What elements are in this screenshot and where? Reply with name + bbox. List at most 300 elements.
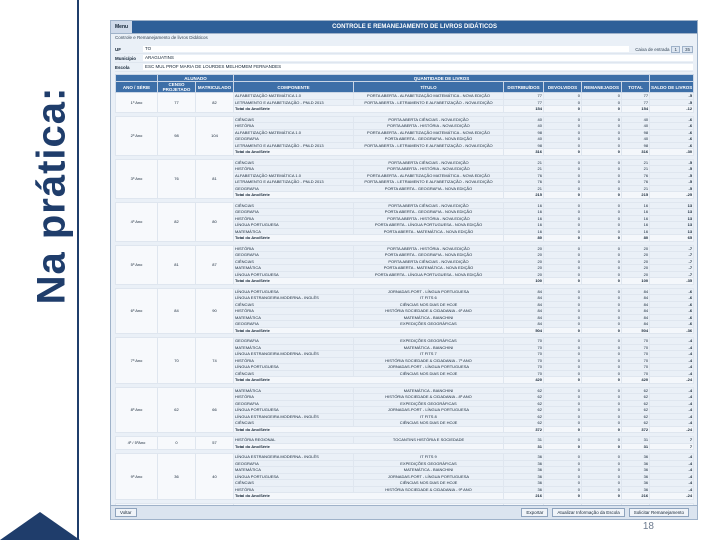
componente-cell: HISTÓRIA REGIONAL [234, 437, 354, 444]
componente-cell: GEOGRAFIA [234, 209, 354, 216]
titulo-cell: MATEMÁTICA - BIANCHINI [354, 387, 504, 394]
componente-cell: HISTÓRIA [234, 245, 354, 252]
subtotal-devolvidos: 0 [544, 106, 582, 113]
update-school-button[interactable]: Atualizar Informação da Escola [552, 508, 624, 517]
devolvidos-cell: 0 [544, 271, 582, 278]
matriculado-cell: 74 [196, 338, 234, 384]
total-cell: 36 [622, 480, 650, 487]
remanejados-cell: 0 [582, 486, 622, 493]
subtotal-saldo: -25 [650, 192, 694, 199]
titulo-cell: JORNADAS.PORT - LÍNGUA PORTUGUESA [354, 288, 504, 295]
saldo-cell: -6 [650, 308, 694, 315]
saldo-cell: -4 [650, 460, 694, 467]
distribuidos-cell: 70 [504, 370, 544, 377]
distribuidos-cell: 76 [504, 172, 544, 179]
year-cell: 1º Ano [116, 93, 158, 113]
total-cell: 20 [622, 252, 650, 259]
saldo-cell: -6 [650, 136, 694, 143]
titulo-cell: IT FITS 6 [354, 295, 504, 302]
matriculado-cell: 104 [196, 116, 234, 155]
saldo-cell: -5 [650, 172, 694, 179]
remanejados-cell: 0 [582, 480, 622, 487]
componente-cell: CIÊNCIAS [234, 480, 354, 487]
subtotal-saldo: -30 [650, 149, 694, 156]
remanejados-cell: 0 [582, 99, 622, 106]
componente-cell: LÍNGUA PORTUGUESA [234, 222, 354, 229]
breadcrumb[interactable]: Controle e Remanejamento de livros Didáticos [115, 35, 208, 40]
titulo-cell: CIÊNCIAS NOS DIAS DE HOJE [354, 301, 504, 308]
total-cell: 70 [622, 338, 650, 345]
matriculado-cell: 90 [196, 288, 234, 334]
titulo-cell: JORNADAS.PORT - LÍNGUA PORTUGUESA [354, 407, 504, 414]
subtotal-label: Total do Ano/Série [234, 377, 504, 384]
distribuidos-cell: 36 [504, 460, 544, 467]
group-header-blank-right [650, 75, 694, 82]
total-cell: 62 [622, 400, 650, 407]
col-remanejados: REMANEJADOS [582, 82, 622, 93]
devolvidos-cell: 0 [544, 387, 582, 394]
titulo-cell: PORTA ABERTA - HISTÓRIA - NOVA EDIÇÃO [354, 123, 504, 130]
subtotal-devolvidos: 0 [544, 235, 582, 242]
inbox-count-button[interactable]: 1 [671, 46, 680, 53]
titulo-cell: IT FITS 7 [354, 351, 504, 358]
remanejados-cell: 0 [582, 357, 622, 364]
componente-cell: GEOGRAFIA [234, 460, 354, 467]
total-cell: 40 [622, 123, 650, 130]
saldo-cell: -6 [650, 123, 694, 130]
devolvidos-cell: 0 [544, 136, 582, 143]
componente-cell: HISTÓRIA [234, 123, 354, 130]
back-button[interactable]: Voltar [115, 508, 137, 517]
total-cell: 20 [622, 271, 650, 278]
year-cell: 4º Ano [116, 202, 158, 241]
censo-cell: 0 [158, 437, 196, 450]
componente-cell: CIÊNCIAS [234, 370, 354, 377]
municipio-row [115, 54, 693, 63]
remanejados-cell: 0 [582, 308, 622, 315]
menu-button[interactable]: Menu [115, 24, 129, 30]
devolvidos-cell: 0 [544, 265, 582, 272]
remanejados-cell: 0 [582, 351, 622, 358]
devolvidos-cell: 0 [544, 172, 582, 179]
devolvidos-cell: 0 [544, 179, 582, 186]
total-cell: 36 [622, 467, 650, 474]
distribuidos-cell: 21 [504, 159, 544, 166]
saldo-cell: 7 [650, 437, 694, 444]
remanejados-cell: 0 [582, 407, 622, 414]
books-table [115, 74, 694, 510]
titulo-cell: PORTA ABERTA - LÍNGUA PORTUGUESA - NOVA EDIÇÃO [354, 271, 504, 278]
componente-cell: LÍNGUA PORTUGUESA [234, 364, 354, 371]
titulo-cell: HISTÓRIA SOCIEDADE & CIDADANIA - 8º ANO [354, 394, 504, 401]
titulo-cell: EXPEDIÇÕES GEOGRÁFICAS [354, 321, 504, 328]
saldo-cell: -4 [650, 338, 694, 345]
subtotal-devolvidos: 0 [544, 493, 582, 500]
group-header-livros: QUANTIDADE DE LIVROS [234, 75, 650, 82]
total-cell: 84 [622, 295, 650, 302]
devolvidos-cell: 0 [544, 159, 582, 166]
remanejados-cell: 0 [582, 460, 622, 467]
devolvidos-cell: 0 [544, 394, 582, 401]
total-cell: 76 [622, 172, 650, 179]
componente-cell: LÍNGUA PORTUGUESA [234, 407, 354, 414]
titulo-cell: EXPEDIÇÕES GEOGRÁFICAS [354, 460, 504, 467]
escola-row [115, 63, 693, 72]
distribuidos-cell: 84 [504, 314, 544, 321]
remanejados-cell: 0 [582, 364, 622, 371]
saldo-cell: -4 [650, 387, 694, 394]
componente-cell: ALFABETIZAÇÃO MATEMÁTICA 1.0 [234, 172, 354, 179]
subtotal-remanejados: 0 [582, 377, 622, 384]
subtotal-devolvidos: 0 [544, 192, 582, 199]
devolvidos-cell: 0 [544, 420, 582, 427]
total-cell: 36 [622, 486, 650, 493]
municipio-label: Município [115, 55, 136, 61]
devolvidos-cell: 0 [544, 228, 582, 235]
saldo-cell: 13 [650, 209, 694, 216]
remanejados-cell: 0 [582, 123, 622, 130]
total-cell: 98 [622, 142, 650, 149]
saldo-cell: 13 [650, 228, 694, 235]
inbox-total-button[interactable]: 35 [682, 46, 693, 53]
componente-cell: LÍNGUA ESTRANGEIRA MODERNA - INGLÊS [234, 454, 354, 461]
distribuidos-cell: 21 [504, 185, 544, 192]
componente-cell: CIÊNCIAS [234, 202, 354, 209]
distribuidos-cell: 84 [504, 288, 544, 295]
total-cell: 36 [622, 454, 650, 461]
distribuidos-cell: 62 [504, 413, 544, 420]
devolvidos-cell: 0 [544, 351, 582, 358]
devolvidos-cell: 0 [544, 288, 582, 295]
distribuidos-cell: 84 [504, 308, 544, 315]
devolvidos-cell: 0 [544, 185, 582, 192]
col-saldo: SALDO DE LIVROS [650, 82, 694, 93]
devolvidos-cell: 0 [544, 357, 582, 364]
censo-cell: 77 [158, 93, 196, 113]
saldo-cell: -6 [650, 301, 694, 308]
total-cell: 62 [622, 413, 650, 420]
saldo-cell: -5 [650, 159, 694, 166]
componente-cell: HISTÓRIA [234, 486, 354, 493]
subtotal-distribuidos: 372 [504, 426, 544, 433]
window-title: CONTROLE E REMANEJAMENTO DE LIVROS DIDÁTICOS [132, 21, 697, 33]
remanejados-cell: 0 [582, 228, 622, 235]
componente-cell: GEOGRAFIA [234, 252, 354, 259]
componente-cell: GEOGRAFIA [234, 185, 354, 192]
inbox-control [635, 46, 693, 53]
total-cell: 20 [622, 245, 650, 252]
titulo-cell: PORTA ABERTA - LETRAMENTO E ALFABETIZAÇÃO - NOVA EDIÇÃO [354, 99, 504, 106]
saldo-cell: 13 [650, 215, 694, 222]
total-cell: 21 [622, 166, 650, 173]
remanejados-cell: 0 [582, 387, 622, 394]
total-cell: 16 [622, 215, 650, 222]
remanejados-cell: 0 [582, 142, 622, 149]
subtotal-total: 31 [622, 443, 650, 450]
devolvidos-cell: 0 [544, 295, 582, 302]
escola-label: Escola [115, 64, 130, 70]
subtotal-distribuidos: 80 [504, 235, 544, 242]
distribuidos-cell: 84 [504, 321, 544, 328]
distribuidos-cell: 36 [504, 486, 544, 493]
year-cell: 6º Ano [116, 288, 158, 334]
componente-cell: LÍNGUA PORTUGUESA [234, 288, 354, 295]
distribuidos-cell: 16 [504, 228, 544, 235]
saldo-cell: -6 [650, 288, 694, 295]
saldo-cell: -5 [650, 166, 694, 173]
escola-value: ESC MUL PROF MARIA DE LOURDES MELHOMEM FERNANDES [143, 64, 693, 70]
remanejados-cell: 0 [582, 136, 622, 143]
remanejados-cell: 0 [582, 413, 622, 420]
saldo-cell: -6 [650, 129, 694, 136]
subtotal-distribuidos: 154 [504, 106, 544, 113]
distribuidos-cell: 20 [504, 252, 544, 259]
total-cell: 62 [622, 394, 650, 401]
titulo-cell: MATEMÁTICA - BIANCHINI [354, 467, 504, 474]
saldo-cell: -4 [650, 407, 694, 414]
subtotal-distribuidos: 215 [504, 192, 544, 199]
remanejados-cell: 0 [582, 252, 622, 259]
total-cell: 16 [622, 222, 650, 229]
saldo-cell: -5 [650, 179, 694, 186]
saldo-cell: -4 [650, 344, 694, 351]
titulo-cell: HISTÓRIA SOCIEDADE & CIDADANIA - 7º ANO [354, 357, 504, 364]
censo-cell: 62 [158, 387, 196, 433]
componente-cell: CIÊNCIAS [234, 258, 354, 265]
remanejados-cell: 0 [582, 93, 622, 100]
subtotal-devolvidos: 0 [544, 149, 582, 156]
titulo-cell: PORTA ABERTA CIÊNCIAS - NOVA EDIÇÃO [354, 116, 504, 123]
devolvidos-cell: 0 [544, 364, 582, 371]
year-cell: 8º Ano [116, 387, 158, 433]
censo-cell: 70 [158, 338, 196, 384]
subtotal-label: Total do Ano/Série [234, 278, 504, 285]
remanejados-cell: 0 [582, 116, 622, 123]
devolvidos-cell: 0 [544, 245, 582, 252]
subtotal-distribuidos: 31 [504, 443, 544, 450]
distribuidos-cell: 62 [504, 420, 544, 427]
total-cell: 84 [622, 301, 650, 308]
remanejados-cell: 0 [582, 473, 622, 480]
distribuidos-cell: 70 [504, 344, 544, 351]
saldo-cell: -6 [650, 295, 694, 302]
componente-cell: MATEMÁTICA [234, 387, 354, 394]
subtotal-remanejados: 0 [582, 426, 622, 433]
subtotal-devolvidos: 0 [544, 443, 582, 450]
distribuidos-cell: 16 [504, 202, 544, 209]
titulo-cell: PORTA ABERTA - GEOGRAFIA - NOVA EDIÇÃO [354, 185, 504, 192]
titulo-cell: PORTA ABERTA - MATEMÁTICA - NOVA EDIÇÃO [354, 228, 504, 235]
distribuidos-cell: 70 [504, 364, 544, 371]
subtotal-total: 372 [622, 426, 650, 433]
table-body [116, 93, 694, 510]
col-componente: COMPONENTE [234, 82, 354, 93]
table-header [116, 82, 694, 93]
componente-cell: HISTÓRIA [234, 394, 354, 401]
subtotal-total: 216 [622, 493, 650, 500]
censo-cell: 76 [158, 159, 196, 198]
matriculado-cell: 87 [196, 245, 234, 284]
remanejados-cell: 0 [582, 321, 622, 328]
menu-bar [111, 21, 697, 34]
titulo-cell: PORTA ABERTA - HISTÓRIA - NOVA EDIÇÃO [354, 245, 504, 252]
titulo-cell: PORTA ABERTA - ALFABETIZAÇÃO MATEMÁTICA - NOVA EDIÇÃO [354, 129, 504, 136]
devolvidos-cell: 0 [544, 454, 582, 461]
total-cell: 36 [622, 460, 650, 467]
remanejados-cell: 0 [582, 288, 622, 295]
footer-bar [111, 505, 697, 519]
subtotal-saldo: -24 [650, 377, 694, 384]
subtotal-remanejados: 0 [582, 493, 622, 500]
distribuidos-cell: 36 [504, 480, 544, 487]
distribuidos-cell: 62 [504, 400, 544, 407]
subtotal-remanejados: 0 [582, 106, 622, 113]
request-relocation-button[interactable]: Solicitar Remanejamento [629, 508, 689, 517]
componente-cell: LÍNGUA ESTRANGEIRA MODERNA - INGLÊS [234, 413, 354, 420]
componente-cell: LÍNGUA ESTRANGEIRA MODERNA - INGLÊS [234, 295, 354, 302]
distribuidos-cell: 16 [504, 222, 544, 229]
remanejados-cell: 0 [582, 314, 622, 321]
devolvidos-cell: 0 [544, 437, 582, 444]
subtotal-saldo: 7 [650, 443, 694, 450]
distribuidos-cell: 20 [504, 271, 544, 278]
saldo-cell: -4 [650, 364, 694, 371]
titulo-cell: PORTA ABERTA - ALFABETIZAÇÃO MATEMÁTICA - NOVA EDIÇÃO [354, 93, 504, 100]
titulo-cell: PORTA ABERTA - HISTÓRIA - NOVA EDIÇÃO [354, 215, 504, 222]
total-cell: 62 [622, 420, 650, 427]
slide-divider-line [77, 0, 79, 540]
devolvidos-cell: 0 [544, 93, 582, 100]
devolvidos-cell: 0 [544, 338, 582, 345]
componente-cell: ALFABETIZAÇÃO MATEMÁTICA 1.0 [234, 93, 354, 100]
saldo-cell: -4 [650, 420, 694, 427]
componente-cell: MATEMÁTICA [234, 265, 354, 272]
titulo-cell: IT FITS 9 [354, 454, 504, 461]
componente-cell: GEOGRAFIA [234, 338, 354, 345]
matriculado-cell: 82 [196, 93, 234, 113]
subtotal-total: 316 [622, 149, 650, 156]
total-cell: 62 [622, 387, 650, 394]
censo-cell: 36 [158, 454, 196, 500]
total-cell: 70 [622, 351, 650, 358]
table-group-header [116, 75, 694, 82]
distribuidos-cell: 36 [504, 467, 544, 474]
distribuidos-cell: 20 [504, 265, 544, 272]
titulo-cell: PORTA ABERTA - HISTÓRIA - NOVA EDIÇÃO [354, 166, 504, 173]
distribuidos-cell: 84 [504, 301, 544, 308]
distribuidos-cell: 20 [504, 245, 544, 252]
titulo-cell: PORTA ABERTA - LÍNGUA PORTUGUESA - NOVA EDIÇÃO [354, 222, 504, 229]
subtotal-devolvidos: 0 [544, 426, 582, 433]
remanejados-cell: 0 [582, 420, 622, 427]
titulo-cell: TOCANTINS HISTÓRIA E SOCIEDADE [354, 437, 504, 444]
distribuidos-cell: 70 [504, 338, 544, 345]
subtotal-label: Total do Ano/Série [234, 493, 504, 500]
remanejados-cell: 0 [582, 271, 622, 278]
year-cell: 3º Ano [116, 159, 158, 198]
componente-cell: CIÊNCIAS [234, 301, 354, 308]
col-ano: ANO / SÉRIE [116, 82, 158, 93]
export-button[interactable]: Exportar [521, 508, 548, 517]
remanejados-cell: 0 [582, 166, 622, 173]
saldo-cell: -7 [650, 265, 694, 272]
total-cell: 16 [622, 228, 650, 235]
componente-cell: HISTÓRIA [234, 308, 354, 315]
distribuidos-cell: 40 [504, 116, 544, 123]
subtotal-remanejados: 0 [582, 327, 622, 334]
subtotal-saldo: -24 [650, 493, 694, 500]
saldo-cell: 13 [650, 222, 694, 229]
distribuidos-cell: 70 [504, 357, 544, 364]
titulo-cell: EXPEDIÇÕES GEOGRÁFICAS [354, 338, 504, 345]
titulo-cell: CIÊNCIAS NOS DIAS DE HOJE [354, 480, 504, 487]
componente-cell: HISTÓRIA [234, 357, 354, 364]
subtotal-devolvidos: 0 [544, 327, 582, 334]
titulo-cell: PORTA ABERTA - LETRAMENTO E ALFABETIZAÇÃO - NOVA EDIÇÃO [354, 142, 504, 149]
remanejados-cell: 0 [582, 185, 622, 192]
saldo-cell: -6 [650, 142, 694, 149]
distribuidos-cell: 36 [504, 454, 544, 461]
devolvidos-cell: 0 [544, 252, 582, 259]
total-cell: 20 [622, 258, 650, 265]
remanejados-cell: 0 [582, 159, 622, 166]
remanejados-cell: 0 [582, 467, 622, 474]
inbox-label: Caixa de entrada [635, 46, 670, 52]
matriculado-cell: 40 [196, 454, 234, 500]
componente-cell: LÍNGUA PORTUGUESA [234, 271, 354, 278]
devolvidos-cell: 0 [544, 166, 582, 173]
distribuidos-cell: 62 [504, 387, 544, 394]
group-header-blank [116, 75, 158, 82]
devolvidos-cell: 0 [544, 473, 582, 480]
devolvidos-cell: 0 [544, 370, 582, 377]
componente-cell: MATEMÁTICA [234, 314, 354, 321]
remanejados-cell: 0 [582, 245, 622, 252]
saldo-cell: -4 [650, 413, 694, 420]
distribuidos-cell: 16 [504, 209, 544, 216]
year-cell: 9º Ano [116, 454, 158, 500]
devolvidos-cell: 0 [544, 400, 582, 407]
saldo-cell: -7 [650, 258, 694, 265]
componente-cell: GEOGRAFIA [234, 321, 354, 328]
titulo-cell: MATEMÁTICA - BIANCHINI [354, 314, 504, 321]
distribuidos-cell: 62 [504, 407, 544, 414]
subtotal-label: Total do Ano/Série [234, 235, 504, 242]
subtotal-remanejados: 0 [582, 278, 622, 285]
saldo-cell: -4 [650, 486, 694, 493]
titulo-cell: PORTA ABERTA - GEOGRAFIA - NOVA EDIÇÃO [354, 209, 504, 216]
saldo-cell: -7 [650, 252, 694, 259]
componente-cell: LETRAMENTO E ALFABETIZAÇÃO - PNLD 2013 [234, 142, 354, 149]
devolvidos-cell: 0 [544, 258, 582, 265]
remanejados-cell: 0 [582, 370, 622, 377]
subtotal-devolvidos: 0 [544, 278, 582, 285]
distribuidos-cell: 16 [504, 215, 544, 222]
remanejados-cell: 0 [582, 215, 622, 222]
remanejados-cell: 0 [582, 295, 622, 302]
saldo-cell: -4 [650, 357, 694, 364]
devolvidos-cell: 0 [544, 486, 582, 493]
devolvidos-cell: 0 [544, 314, 582, 321]
remanejados-cell: 0 [582, 129, 622, 136]
remanejados-cell: 0 [582, 454, 622, 461]
col-devolvidos: DEVOLVIDOS [544, 82, 582, 93]
componente-cell: LÍNGUA ESTRANGEIRA MODERNA - INGLÊS [234, 351, 354, 358]
distribuidos-cell: 77 [504, 99, 544, 106]
total-cell: 77 [622, 93, 650, 100]
titulo-cell: PORTA ABERTA - GEOGRAFIA - NOVA EDIÇÃO [354, 252, 504, 259]
total-cell: 62 [622, 407, 650, 414]
